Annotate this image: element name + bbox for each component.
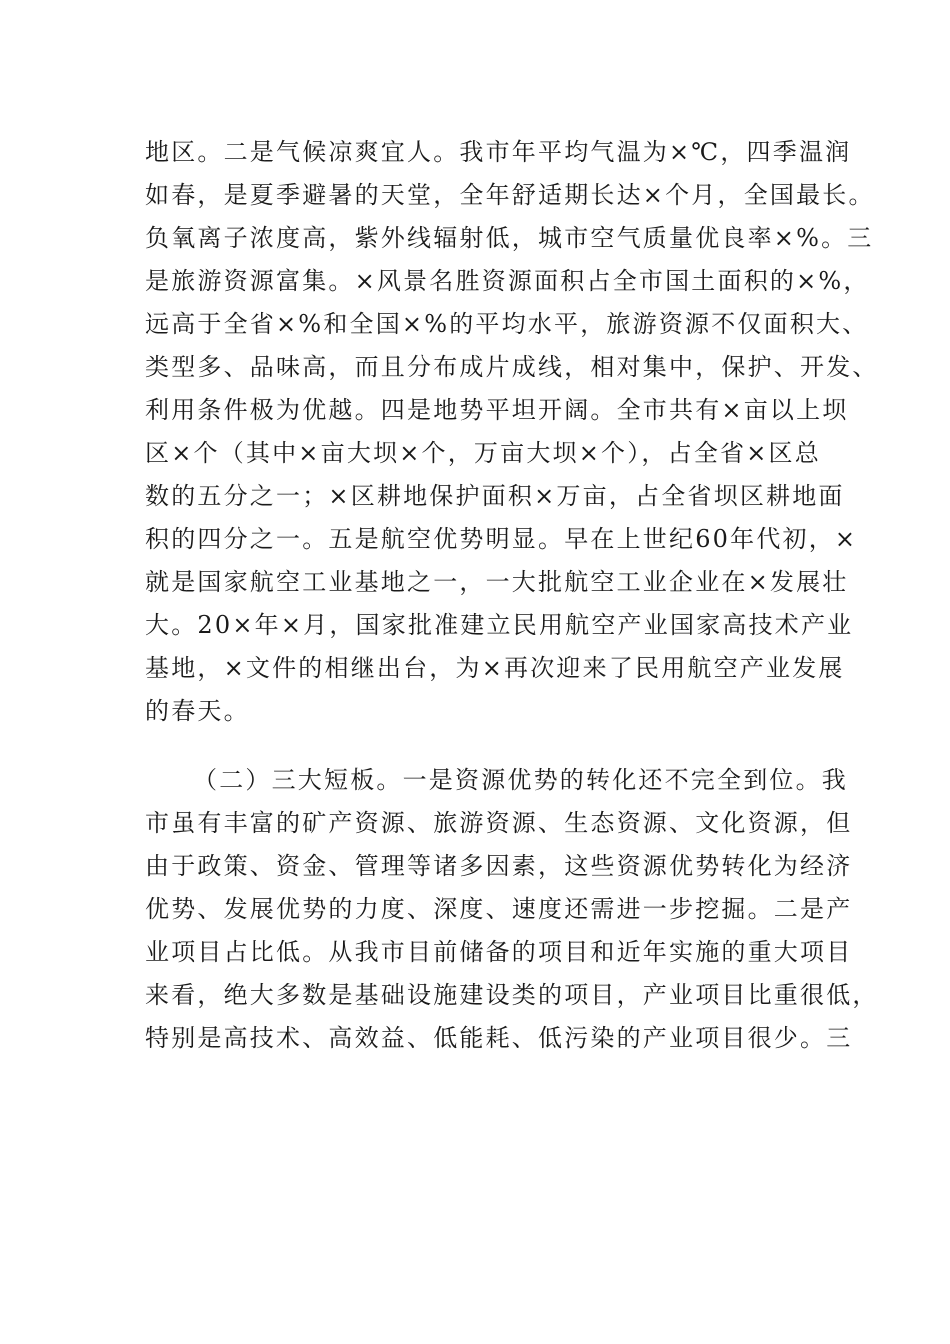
text-line: 负氧离子浓度高，紫外线辐射低，城市空气质量优良率×%。三: [145, 224, 874, 252]
text-line: 如春，是夏季避暑的天堂，全年舒适期长达×个月，全国最长。: [145, 181, 875, 209]
text-line: 是旅游资源富集。×风景名胜资源面积占全市国土面积的×%，: [145, 267, 870, 295]
text-line: 基地，×文件的相继出台，为×再次迎来了民用航空产业发展: [145, 654, 845, 682]
text-line: 大。20×年×月，国家批准建立民用航空产业国家高技术产业: [145, 611, 854, 639]
text-line: 区×个（其中×亩大坝×个，万亩大坝×个），占全省×区总: [145, 439, 821, 467]
text-line: 利用条件极为优越。四是地势平坦开阔。全市共有×亩以上坝: [145, 396, 849, 424]
text-line: 数的五分之一；×区耕地保护面积×万亩，占全省坝区耕地面: [145, 482, 845, 510]
text-line: 特别是高技术、高效益、低能耗、低污染的产业项目很少。三: [145, 1024, 853, 1052]
text-line: 优势、发展优势的力度、深度、速度还需进一步挖掘。二是产: [145, 895, 853, 923]
text-line: 业项目占比低。从我市目前储备的项目和近年实施的重大项目: [145, 938, 853, 966]
text-line: 类型多、品味高，而且分布成片成线，相对集中，保护、开发、: [145, 353, 879, 381]
text-line: 的春天。: [145, 697, 250, 725]
text-line: 市虽有丰富的矿产资源、旅游资源、生态资源、文化资源，但: [145, 809, 853, 837]
text-line: 积的四分之一。五是航空优势明显。早在上世纪60年代初，×: [145, 525, 858, 553]
text-line: 地区。二是气候凉爽宜人。我市年平均气温为×℃，四季温润: [145, 138, 852, 166]
text-line: 就是国家航空工业基地之一，一大批航空工业企业在×发展壮: [145, 568, 849, 596]
text-line: 由于政策、资金、管理等诸多因素，这些资源优势转化为经济: [145, 852, 853, 880]
text-line: 远高于全省×%和全国×%的平均水平，旅游资源不仅面积大、: [145, 310, 869, 338]
text-line: 来看，绝大多数是基础设施建设类的项目，产业项目比重很低，: [145, 981, 879, 1009]
text-line-indented: （二）三大短板。一是资源优势的转化还不完全到位。我: [193, 766, 848, 794]
